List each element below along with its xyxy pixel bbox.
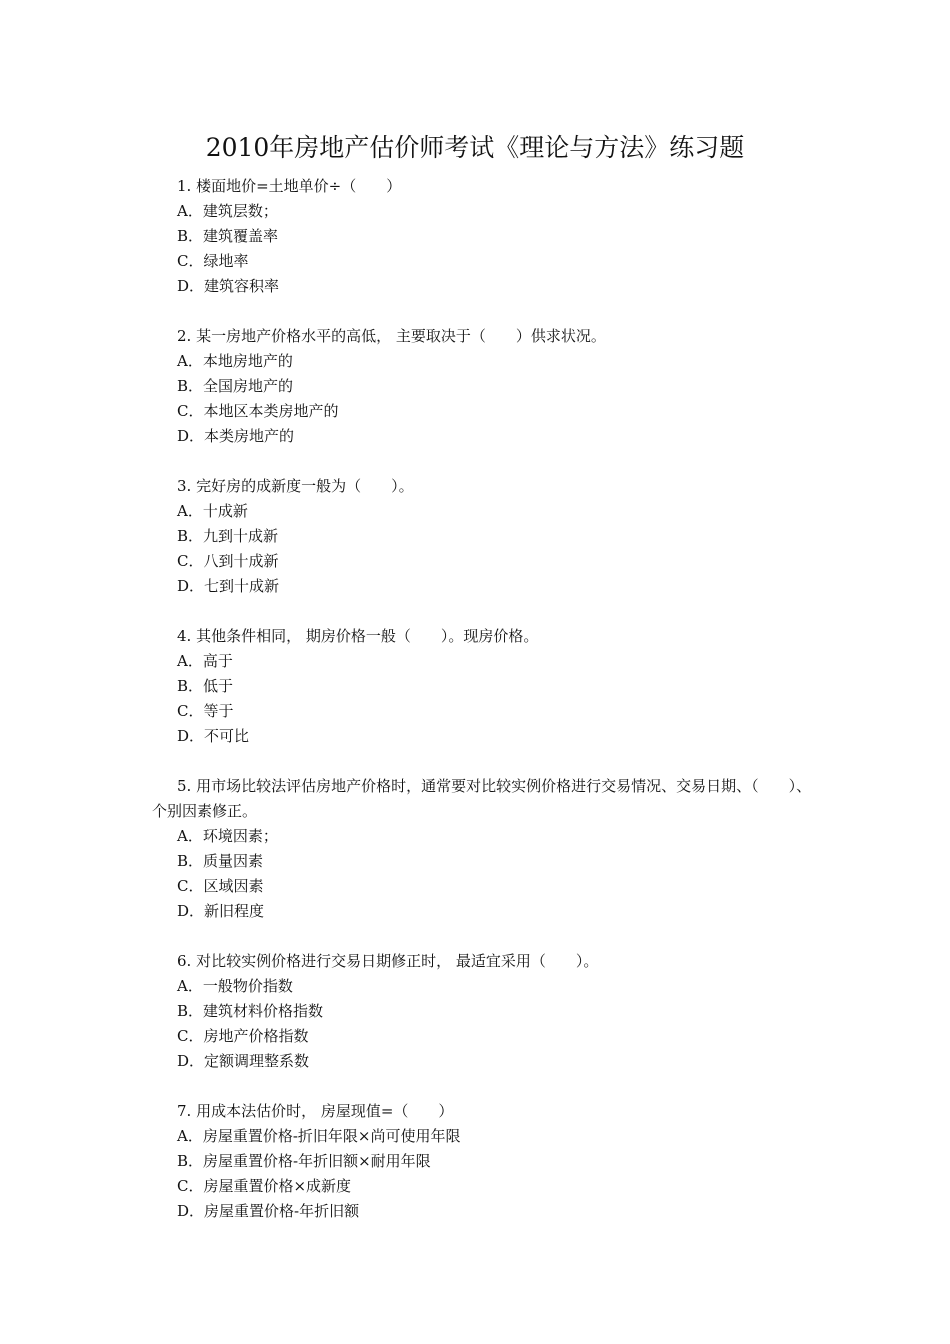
- question-6: [152, 949, 812, 1074]
- option-c: C．区域因素: [177, 877, 264, 895]
- question-1: [152, 174, 812, 299]
- option-c: C．房屋重置价格×成新度: [177, 1177, 352, 1195]
- question-stem: 3. 完好房的成新度一般为（ ）。: [177, 477, 414, 495]
- option-c: C．八到十成新: [177, 552, 279, 570]
- question-stem: 2. 某一房地产价格水平的高低， 主要取决于（ ）供求状况。: [177, 327, 606, 345]
- option-b: B．建筑覆盖率: [177, 227, 279, 245]
- question-stem: 5. 用市场比较法评估房地产价格时，通常要对比较实例价格进行交易情况、交易日期、（ ）、个别因素修正。: [152, 777, 812, 820]
- option-c: C．房地产价格指数: [177, 1027, 309, 1045]
- option-c: C．绿地率: [177, 252, 249, 270]
- option-d: D．定额调理整系数: [177, 1052, 310, 1070]
- question-3: [152, 474, 812, 599]
- question-list: [152, 174, 812, 1249]
- option-b: B．房屋重置价格-年折旧额×耐用年限: [177, 1152, 431, 1170]
- option-d: D．七到十成新: [177, 577, 280, 595]
- option-b: B．低于: [177, 677, 234, 695]
- option-c: C．等于: [177, 702, 234, 720]
- option-a: A．建筑层数；: [177, 202, 278, 220]
- option-d: D．建筑容积率: [177, 277, 280, 295]
- option-a: A．一般物价指数: [177, 977, 293, 995]
- option-a: A．本地房地产的: [177, 352, 293, 370]
- question-stem: 7. 用成本法估价时， 房屋现值=（ ）: [177, 1102, 454, 1120]
- option-d: D．本类房地产的: [177, 427, 295, 445]
- question-2: [152, 324, 812, 449]
- option-a: A．环境因素；: [177, 827, 278, 845]
- option-b: B．九到十成新: [177, 527, 279, 545]
- question-5: [152, 774, 812, 924]
- option-a: A．房屋重置价格-折旧年限×尚可使用年限: [177, 1127, 461, 1145]
- question-stem: 6. 对比较实例价格进行交易日期修正时， 最适宜采用（ ）。: [177, 952, 599, 970]
- option-c: C．本地区本类房地产的: [177, 402, 339, 420]
- question-7: [152, 1099, 812, 1224]
- question-stem: 1. 楼面地价=土地单价÷（ ）: [177, 177, 402, 195]
- option-b: B．质量因素: [177, 852, 264, 870]
- option-d: D．房屋重置价格-年折旧额: [177, 1202, 360, 1220]
- question-stem: 4. 其他条件相同， 期房价格一般（ ）。现房价格。: [177, 627, 539, 645]
- option-b: B．全国房地产的: [177, 377, 294, 395]
- option-d: D．不可比: [177, 727, 250, 745]
- option-b: B．建筑材料价格指数: [177, 1002, 324, 1020]
- option-a: A．十成新: [177, 502, 248, 520]
- option-a: A．高于: [177, 652, 233, 670]
- document-title: 2010年房地产估价师考试《理论与方法》练习题: [205, 133, 745, 162]
- question-4: [152, 624, 812, 749]
- option-d: D．新旧程度: [177, 902, 265, 920]
